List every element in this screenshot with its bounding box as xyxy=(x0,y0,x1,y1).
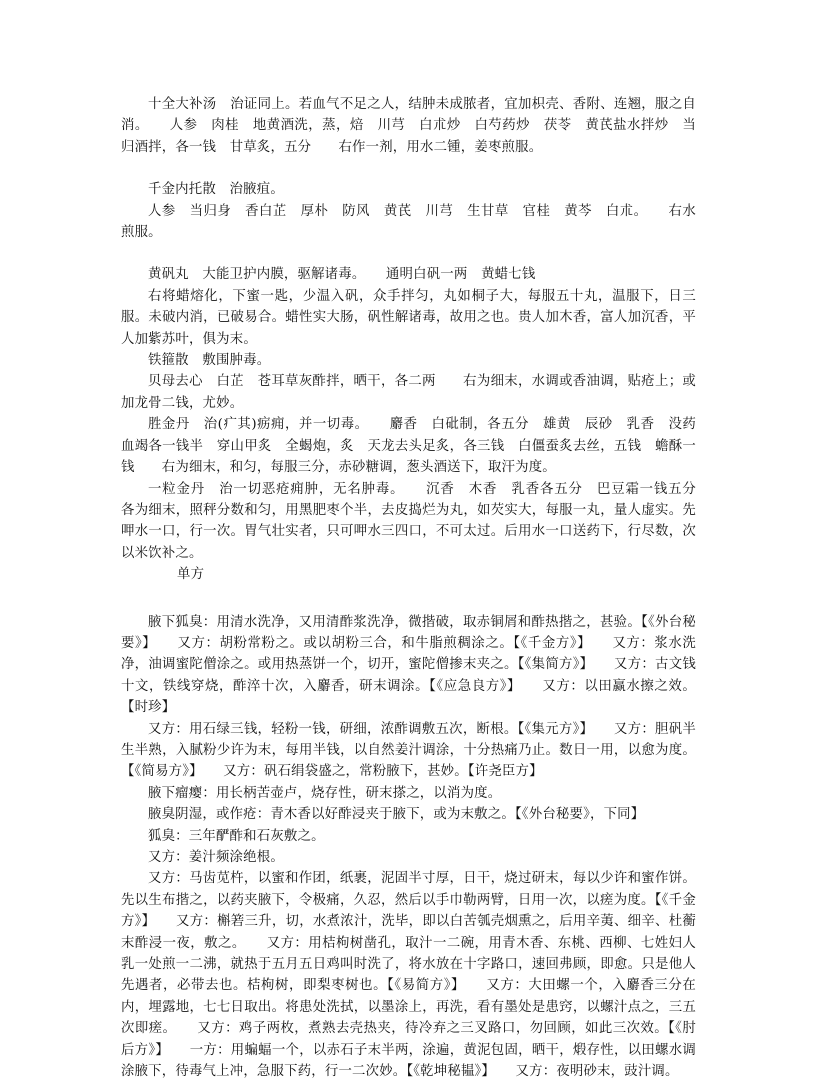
remedy-yexia-huchou: 腋下狐臭：用清水洗净，又用清酢浆洗净，微揩破，取赤铜屑和酢热揩之，甚验。【《外台秘要》】 又方：胡粉常粉之。或以胡粉三合，和牛脂煎稠涂之。【《千金方》】 又方：浆水洗净，油调蜜陀僧涂之。或用热蒸饼一个，切开，蜜陀僧掺末夹之。【《集简方》】 又方：古文钱十文，铁线穿烧，酢淬十次，入麝香，研末调涂。【《应急良方》】 又方：以田赢水擦之效。【时珍】 xyxy=(121,614,696,716)
remedy-huchou: 狐臭：三年酽酢和石灰敷之。 xyxy=(148,828,325,844)
paragraph-tiegu-body: 贝母去心 白芷 苍耳草灰酢拌，晒干，各二两 右为细末，水调或香油调，贴疮上；或加龙骨二钱，尤妙。 xyxy=(121,374,696,411)
remedy-yechou-yinshi: 腋臭阴湿，或作疮：青木香以好酢浸夹于腋下，或为末敷之。【《外台秘要》，下同】 xyxy=(148,807,645,823)
paragraph-qianjin-body: 人参 当归身 香白芷 厚朴 防风 黄芪 川芎 生甘草 官桂 黄芩 白朮。 右水煎服。 xyxy=(121,203,696,241)
paragraph-huangfan-body: 右将蜡熔化，下蜜一匙，少温入矾，众手拌匀，丸如桐子大，每服五十丸，温服下，日三服。未破内消，已破易合。蜡性实大肠，矾性解诸毒，故用之也。贵人加木香，富人加沉香，平人加紫苏叶，俱为末。 xyxy=(121,288,696,347)
paragraph-shengjin-dan: 胜金丹 治(疒其)疬痈，并一切毒。 麝香 白砒制，各五分 雄黄 辰砂 乳香 没药 血竭各一钱半 穿山甲炙 全蝎炮，炙 天龙去头足炙，各三钱 白僵蚕炙去丝，五钱 蟾酥一钱 右为细末，和匀，每服三分，赤砂糖调，葱头酒送下，取汗为度。 xyxy=(121,417,710,476)
paragraph-huangfan-title: 黄矾丸 大能卫护内膜，驱解诸毒。 通明白矾一两 黄蜡七钱 xyxy=(148,267,536,283)
remedy-yexia-liuying: 腋下瘤瘿：用长柄苦壶卢，烧存性，研末搽之，以消为度。 xyxy=(148,785,502,801)
remedy-youfang-3: 又方：马齿苋杵，以蜜和作团，纸裹，泥固半寸厚，日干，烧过研末，每以少许和蜜作饼。先以生布揩之，以药夹腋下，令极痛，久忍，然后以手巾勒两臂，日用一次，以瘥为度。【《千金方》】 又方：槲箬三升，切，水煮浓汁，洗毕，即以白苦瓠壳烟熏之，后用辛荑、细辛、杜蘅末酢浸一夜，敷之。 又方：用桔枸树凿孔，取汁一二碗，用青木香、东桃、西柳、七姓妇人乳一处煎一二沸，就热于五月五日鸡叫时洗了，将水放在十字路口，速回弗顾，即愈。只是他人先遇者，必带去也。桔枸树，即梨枣树也。【《易简方》】 又方：大田螺一个，入麝香三分在内，埋露地，七七日取出。将患处洗拭，以墨涂上，再洗，看有墨处是患窍，以螺汁点之，三五次即瘥。 又方：鸡子两枚，煮熟去壳热夹，待冷弃之三叉路口，勿回顾，如此三次效。【《肘后方》】 一方：用蝙蝠一个，以赤石子末半两，涂遍，黄泥包固，晒干，煅存性，以田螺水调涂腋下，待毒气上冲，急服下药，行一二次妙。【《乾坤秘韫》】 又方：夜明砂末，豉汁调。 xyxy=(121,871,696,1080)
document-page xyxy=(121,94,710,1082)
remedy-youfang-1: 又方：用石绿三钱，轻粉一钱，研细，浓酢调敷五次，断根。【《集元方》】 又方：胆矾半生半熟，入腻粉少许为末，每用半钱，以自然姜汁调涂，十分热痛乃止。数日一用，以愈为度。【《简易方》】 又方：矾石绢袋盛之，常粉腋下，甚妙。【许尧臣方】 xyxy=(121,721,696,780)
remedy-youfang-2: 又方：姜汁频涂绝根。 xyxy=(148,850,284,865)
paragraph-shiquan-dabu-tang: 十全大补汤 治证同上。若血气不足之人，结肿未成脓者，宜加枳壳、香附、连翘，服之自消。 人参 肉桂 地黄酒洗，蒸，焙 川芎 白朮炒 白芍药炒 茯苓 黄芪盐水拌炒 当归酒拌，各一钱 甘草炙，五分 右作一剂，用水二锺，姜枣煎服。 xyxy=(121,97,696,155)
paragraph-yili-jindan: 一粒金丹 治一切恶疮痈肿，无名肿毒。 沉香 木香 乳香各五分 巴豆霜一钱五分 各为细末，照秤分数和匀，用黑肥枣个半，去皮捣烂为丸，如芡实大，每服一丸，量人虚实。先呷水一口，行一次。胃气壮实者，只可呷水三四口，不可太过。后用水一口送药下，行尽数，次以米饮补之。 xyxy=(121,481,710,561)
paragraph-qianjin-title: 千金内托散 治腋疽。 xyxy=(148,182,284,198)
paragraph-tiegu-title: 铁箍散 敷围肿毒。 xyxy=(148,353,271,369)
section-heading: 单方 xyxy=(177,567,205,583)
